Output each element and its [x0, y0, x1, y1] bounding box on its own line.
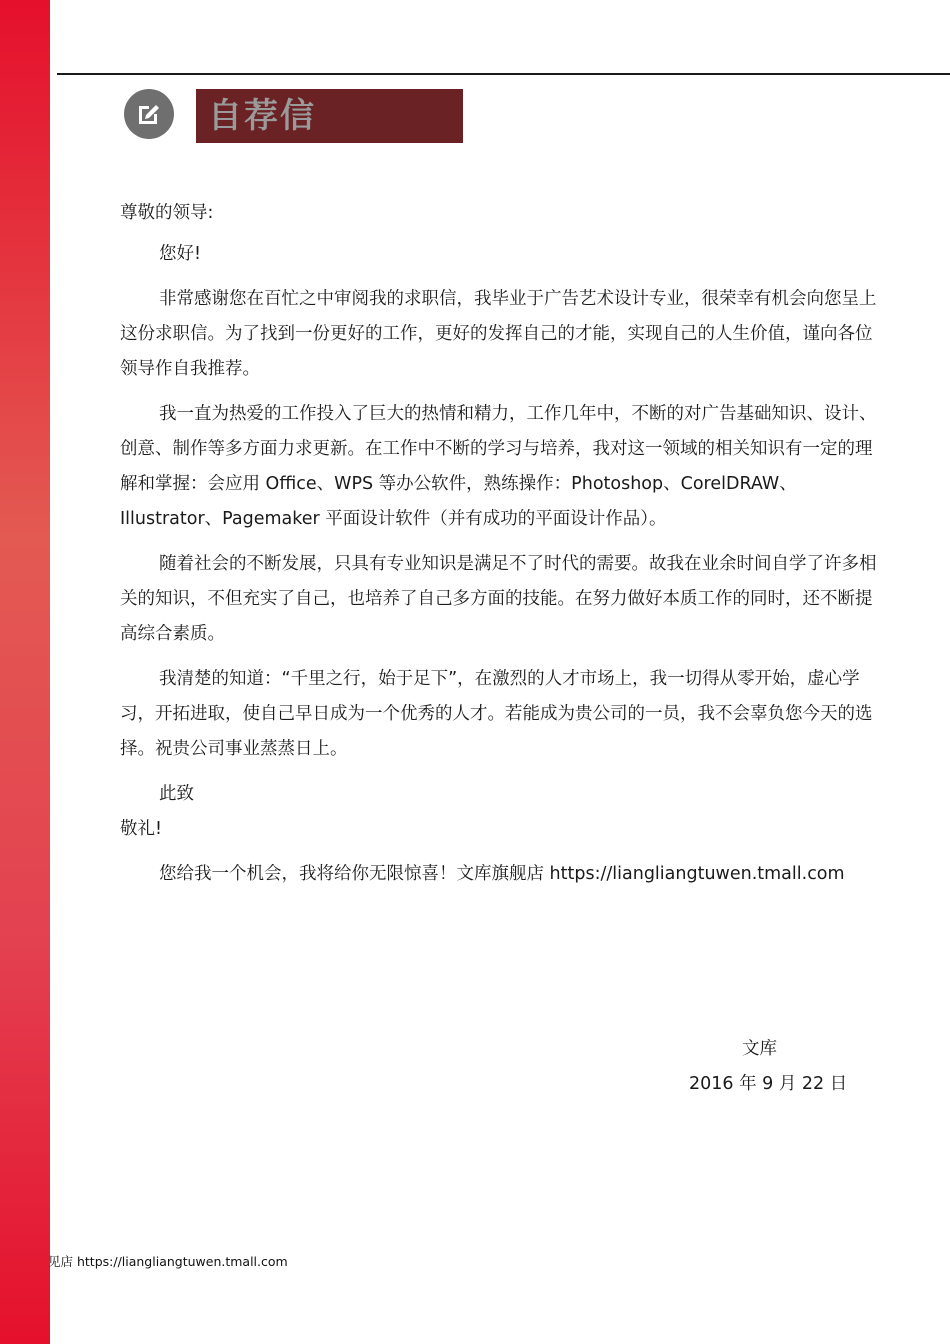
closing-regards: 此致	[159, 784, 194, 804]
title-banner	[196, 89, 463, 143]
greeting: 尊敬的领导:	[120, 203, 214, 223]
closing-salute: 敬礼!	[120, 819, 163, 839]
hello-line: 您好!	[159, 244, 202, 264]
paragraph-2: 我一直为热爱的工作投入了巨大的热情和精力，工作几年中，不断的对广告基础知识、设计、创意、制作等多方面力求更新。在工作中不断的学习与培养，我对这一领域的相关知识有一定的理解和掌握：会应用 Office、WPS 等办公软件，熟练操作：Photoshop、CorelDRAW、Illustrator、Pagemaker 平面设计软件（并有成功的平面设计作品）。	[120, 404, 877, 529]
paragraph-1: 非常感谢您在百忙之中审阅我的求职信，我毕业于广告艺术设计专业，很荣幸有机会向您呈上这份求职信。为了找到一份更好的工作，更好的发挥自己的才能，实现自己的人生价值，谨向各位领导作自我推荐。	[120, 289, 877, 379]
signature-org: 文库	[742, 1039, 777, 1059]
edit-icon	[124, 89, 174, 139]
ad-line: 您给我一个机会，我将给你无限惊喜！文库旗舰店 https://liangliangtuwen.tmall.com	[159, 864, 845, 884]
footer-link[interactable]: 见店 https://liangliangtuwen.tmall.com	[48, 1254, 288, 1269]
top-divider	[57, 73, 950, 75]
paragraph-4: 我清楚的知道：“千里之行，始于足下”，在激烈的人才市场上，我一切得从零开始，虚心学习，开拓进取，使自己早日成为一个优秀的人才。若能成为贵公司的一员，我不会辜负您今天的选择。祝贵公司事业蒸蒸日上。	[120, 669, 873, 759]
letter-body	[120, 196, 878, 902]
paragraph-3: 随着社会的不断发展，只具有专业知识是满足不了时代的需要。故我在业余时间自学了许多相关的知识，不但充实了自己，也培养了自己多方面的技能。在努力做好本质工作的同时，还不断提高综合素质。	[120, 554, 877, 644]
page-title: 自荐信	[208, 96, 316, 136]
signature-block	[600, 1032, 920, 1102]
side-accent-bar	[0, 0, 50, 1344]
signature-date: 2016 年 9 月 22 日	[689, 1074, 848, 1094]
